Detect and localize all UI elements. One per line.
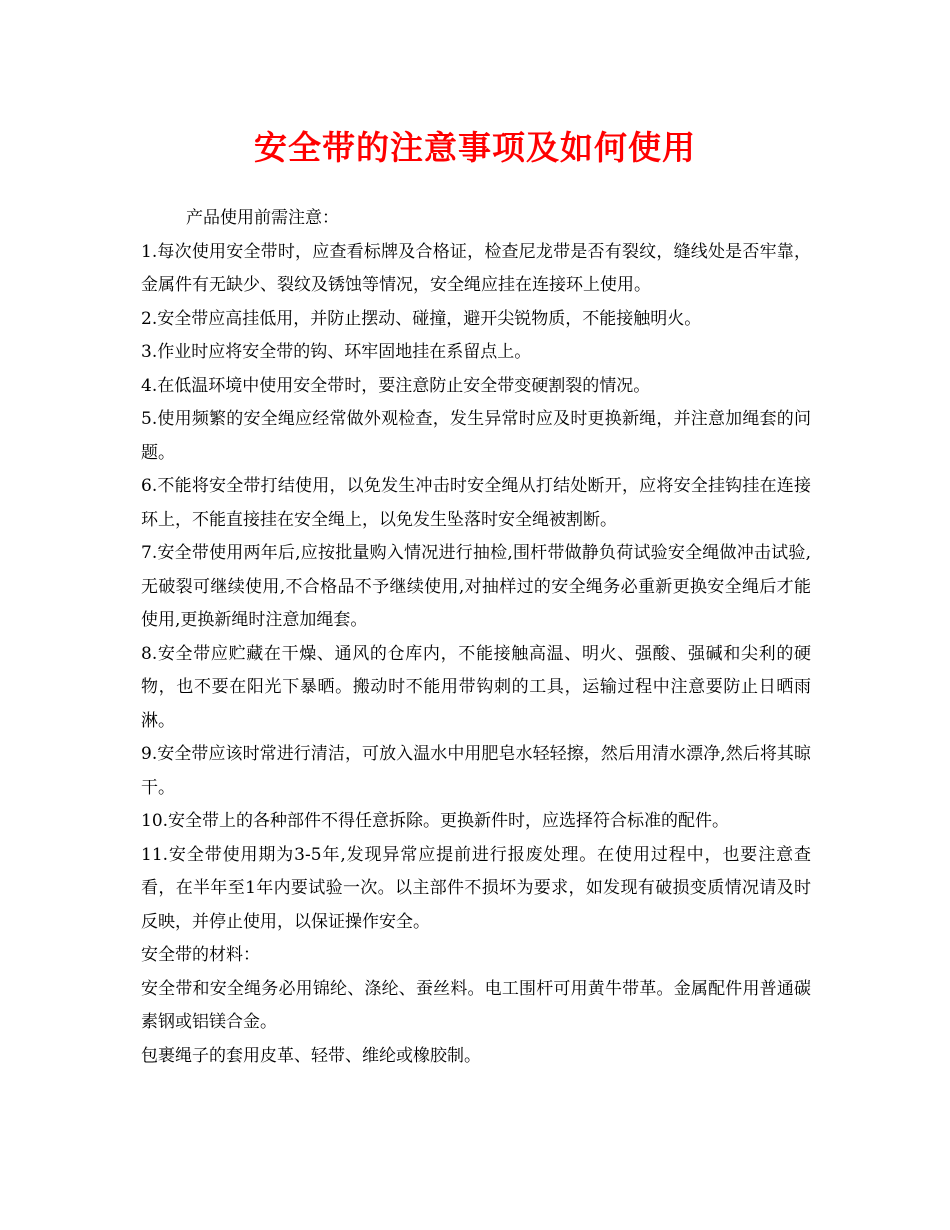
list-item: 5.使用频繁的安全绳应经常做外观检查，发生异常时应及时更换新绳，并注意加绳套的问题。 bbox=[141, 409, 811, 463]
intro-paragraph: 产品使用前需注意： bbox=[186, 208, 339, 228]
list-item: 8.安全带应贮藏在干燥、通风的仓库内，不能接触高温、明火、强酸、强碱和尖利的硬物，也不要在阳光下暴晒。搬动时不能用带钩刺的工具，运输过程中注意要防止日晒雨淋。 bbox=[141, 643, 811, 731]
list-item: 6.不能将安全带打结使用，以免发生冲击时安全绳从打结处断开，应将安全挂钩挂在连接环上，不能直接挂在安全绳上，以免发生坠落时安全绳被割断。 bbox=[141, 476, 811, 530]
list-item: 1.每次使用安全带时，应查看标牌及合格证，检查尼龙带是否有裂纹，缝线处是否牢靠，金属件有无缺少、裂纹及锈蚀等情况，安全绳应挂在连接环上使用。 bbox=[141, 241, 811, 295]
document-title: 安全带的注意事项及如何使用 bbox=[254, 128, 696, 167]
materials-heading: 安全带的材料： bbox=[141, 945, 260, 965]
list-item: 10.安全带上的各种部件不得任意拆除。更换新件时，应选择符合标准的配件。 bbox=[141, 811, 730, 831]
list-item: 3.作业时应将安全带的钩、环牢固地挂在系留点上。 bbox=[141, 342, 532, 362]
materials-paragraph: 安全带和安全绳务必用锦纶、涤纶、蚕丝料。电工围杆可用黄牛带革。金属配件用普通碳素钢或铝镁合金。 bbox=[141, 978, 811, 1032]
list-item: 9.安全带应该时常进行清洁，可放入温水中用肥皂水轻轻擦，然后用清水漂净,然后将其晾干。 bbox=[141, 744, 811, 798]
list-item: 11.安全带使用期为3-5年,发现异常应提前进行报废处理。在使用过程中，也要注意查看，在半年至1年内要试验一次。以主部件不损坏为要求，如发现有破损变质情况请及时反映，并停止使用，以保证操作安全。 bbox=[141, 844, 811, 932]
list-item: 4.在低温环境中使用安全带时，要注意防止安全带变硬割裂的情况。 bbox=[141, 375, 651, 396]
list-item: 2.安全带应高挂低用，并防止摆动、碰撞，避开尖锐物质，不能接触明火。 bbox=[141, 308, 702, 329]
document-body bbox=[141, 202, 811, 1073]
materials-paragraph: 包裹绳子的套用皮革、轻带、维纶或橡胶制。 bbox=[141, 1045, 481, 1066]
list-item: 7.安全带使用两年后,应按批量购入情况进行抽检,围杆带做静负荷试验安全绳做冲击试验,无破裂可继续使用,不合格品不予继续使用,对抽样过的安全绳务必重新更换安全绳后才能使用,更换新绳时注意加绳套。 bbox=[141, 543, 811, 630]
